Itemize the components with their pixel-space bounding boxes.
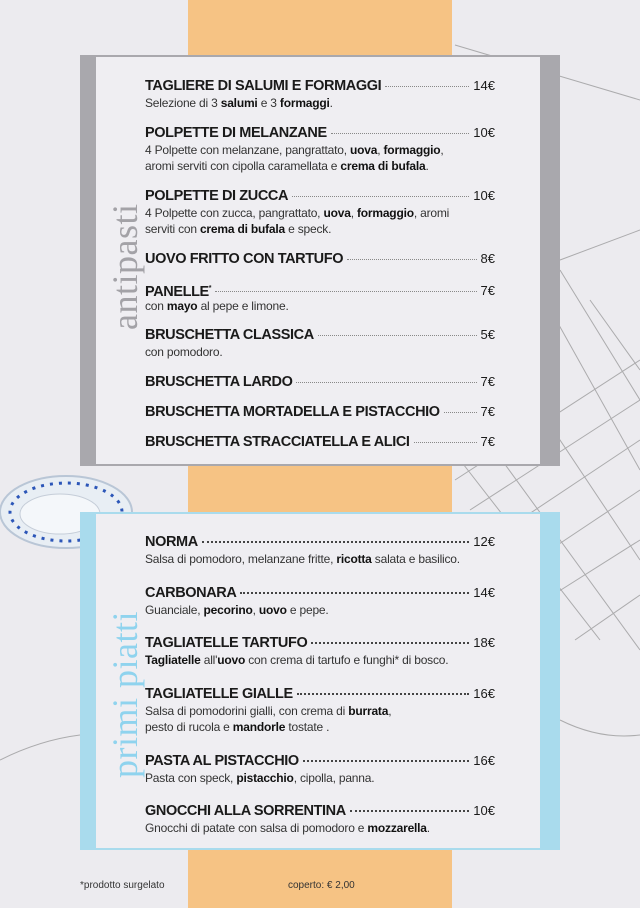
highlighted-ingredient: crema di bufala	[199, 222, 285, 236]
highlighted-ingredient: uovo	[258, 602, 287, 617]
description-text: e pepe.	[286, 602, 329, 617]
item-name	[145, 433, 410, 451]
item-description	[145, 344, 495, 361]
highlighted-ingredient: formaggio	[356, 205, 414, 220]
description-text: pesto di rucola e	[145, 720, 233, 734]
menu-item	[145, 752, 495, 803]
description-text: .	[426, 821, 430, 835]
item-header	[145, 280, 495, 298]
menu-item	[145, 124, 495, 187]
item-description	[145, 551, 495, 568]
description-text: e 3	[257, 96, 280, 110]
dot-leader	[296, 382, 476, 383]
description-text: ,	[252, 602, 259, 617]
item-name-text: NORMA	[145, 534, 198, 550]
item-description	[145, 95, 495, 112]
primi-list	[145, 533, 495, 853]
frozen-mark: *	[208, 284, 212, 292]
item-description	[145, 652, 495, 669]
item-name-text: TAGLIATELLE TARTUFO	[145, 635, 308, 651]
item-name	[145, 77, 381, 95]
highlighted-ingredient: ricotta	[336, 552, 372, 566]
description-text: Gnocchi di patate con salsa di pomodoro e	[145, 821, 368, 835]
item-header	[145, 533, 495, 551]
dot-leader	[311, 642, 469, 644]
dot-leader	[202, 541, 470, 543]
menu-item	[145, 802, 495, 853]
item-name	[145, 584, 236, 602]
frozen-note: *prodotto surgelato	[80, 880, 165, 891]
description-text: tostate .	[285, 720, 330, 734]
item-description	[145, 602, 495, 619]
item-price: 5€	[480, 327, 495, 342]
item-header	[145, 634, 495, 652]
item-name-text: GNOCCHI ALLA SORRENTINA	[145, 803, 346, 819]
description-text: .	[425, 159, 429, 173]
menu-item	[145, 533, 495, 584]
highlighted-ingredient: burrata	[348, 703, 389, 718]
item-price: 18€	[473, 635, 495, 650]
item-name	[145, 685, 293, 703]
item-name-text: BRUSCHETTA STRACCIATELLA E ALICI	[145, 433, 410, 450]
section-title: antipasti	[105, 203, 145, 330]
item-price: 8€	[480, 250, 495, 266]
item-name-text: BRUSCHETTA CLASSICA	[145, 327, 314, 343]
item-price: 7€	[480, 373, 495, 389]
description-text: Guanciale,	[145, 602, 204, 617]
item-name	[145, 187, 288, 205]
description-text: ,	[350, 205, 357, 220]
menu-item	[145, 373, 495, 403]
description-text: Pasta con speck,	[145, 770, 237, 785]
dot-leader	[347, 259, 476, 260]
item-header	[145, 685, 495, 703]
menu-item	[145, 250, 495, 280]
highlighted-ingredient: pecorino	[203, 602, 253, 617]
item-header	[145, 250, 495, 268]
highlighted-ingredient: Tagliatelle	[145, 653, 201, 667]
menu-item	[145, 584, 495, 635]
item-description	[145, 298, 495, 315]
item-header	[145, 433, 495, 451]
description-text: 4 Polpette con melanzane, pangrattato,	[145, 142, 351, 157]
menu-item	[145, 326, 495, 373]
description-text: all'	[200, 653, 218, 667]
item-name	[145, 634, 307, 652]
description-text: aromi serviti con cipolla caramellata e	[145, 159, 341, 173]
dot-leader	[318, 335, 477, 336]
menu-item	[145, 187, 495, 250]
item-header	[145, 403, 495, 421]
description-text: ,	[388, 703, 392, 718]
item-name	[145, 533, 198, 551]
description-text: salata e basilico.	[371, 552, 460, 566]
dot-leader	[444, 412, 477, 413]
item-name	[145, 752, 299, 770]
highlighted-ingredient: mozzarella	[367, 821, 427, 835]
item-header	[145, 124, 495, 142]
item-name-text: PANELLE	[145, 283, 209, 300]
menu-item	[145, 77, 495, 124]
item-description	[145, 205, 495, 222]
item-name	[145, 326, 314, 344]
item-header	[145, 802, 495, 820]
item-name-text: TAGLIERE DI SALUMI E FORMAGGI	[145, 78, 382, 94]
item-header	[145, 77, 495, 95]
description-text: con	[145, 298, 167, 313]
highlighted-ingredient: crema di bufala	[340, 159, 426, 173]
item-description	[145, 820, 495, 837]
description-text: 4 Polpette con zucca, pangrattato,	[145, 205, 324, 220]
item-name-text: POLPETTE DI ZUCCA	[145, 187, 289, 204]
dot-leader	[350, 810, 470, 812]
item-header	[145, 187, 495, 205]
dot-leader	[240, 592, 469, 594]
highlighted-ingredient: mandorle	[232, 720, 286, 734]
dot-leader	[292, 196, 469, 197]
highlighted-ingredient: formaggio	[383, 142, 441, 157]
item-name-text: BRUSCHETTA MORTADELLA E PISTACCHIO	[145, 403, 440, 420]
item-name	[145, 403, 440, 421]
item-header	[145, 584, 495, 602]
item-description	[145, 770, 495, 787]
highlighted-ingredient: mayo	[166, 298, 198, 313]
item-name	[145, 373, 292, 391]
highlighted-ingredient: uova	[323, 205, 351, 220]
item-name-text: CARBONARA	[145, 584, 237, 601]
cover-charge: coperto: € 2,00	[288, 880, 355, 891]
highlighted-ingredient: pistacchio	[236, 770, 294, 785]
description-text: serviti con	[145, 222, 200, 236]
item-name	[145, 250, 343, 268]
item-description	[145, 719, 495, 736]
item-name-text: UOVO FRITTO CON TARTUFO	[145, 250, 344, 267]
item-price: 14€	[473, 584, 495, 600]
item-name	[145, 802, 346, 820]
item-price: 7€	[480, 283, 495, 299]
section-title: primi piatti	[105, 611, 145, 778]
menu-item	[145, 403, 495, 433]
item-header	[145, 752, 495, 770]
item-price: 7€	[480, 403, 495, 419]
item-name-text: TAGLIATELLE GIALLE	[145, 685, 293, 702]
description-text: al pepe e limone.	[197, 298, 289, 313]
description-text: con pomodoro.	[145, 345, 223, 359]
item-description	[145, 703, 495, 720]
dot-leader	[297, 693, 470, 695]
dot-leader	[303, 760, 470, 762]
highlighted-ingredient: uovo	[217, 653, 246, 667]
highlighted-ingredient: salumi	[220, 96, 258, 110]
description-text: Salsa di pomodoro, melanzane fritte,	[145, 552, 337, 566]
item-header	[145, 373, 495, 391]
description-text: .	[329, 96, 333, 110]
dot-leader	[414, 442, 477, 443]
item-price: 16€	[473, 752, 495, 768]
item-description	[145, 142, 495, 159]
item-price: 7€	[480, 433, 495, 449]
primi-section	[80, 512, 560, 850]
highlighted-ingredient: uova	[350, 142, 378, 157]
menu-item	[145, 280, 495, 327]
antipasti-section	[80, 55, 560, 466]
description-text: Salsa di pomodorini gialli, con crema di	[145, 703, 349, 718]
menu-item	[145, 685, 495, 752]
menu-item	[145, 433, 495, 463]
description-text: Selezione di 3	[145, 96, 221, 110]
description-text: ,	[377, 142, 384, 157]
item-name	[145, 124, 327, 142]
highlighted-ingredient: formaggi	[279, 96, 330, 110]
antipasti-list	[145, 77, 495, 463]
menu-item	[145, 634, 495, 685]
item-price: 10€	[473, 187, 495, 203]
item-name-text: POLPETTE DI MELANZANE	[145, 124, 327, 141]
item-header	[145, 326, 495, 344]
item-price: 12€	[473, 534, 495, 549]
dot-leader	[385, 86, 469, 87]
description-text: e speck.	[285, 222, 332, 236]
item-description	[145, 158, 495, 175]
description-text: , aromi	[413, 205, 450, 220]
item-price: 16€	[473, 685, 495, 701]
description-text: , cipolla, panna.	[293, 770, 375, 785]
item-price: 10€	[473, 124, 495, 140]
item-name-text: BRUSCHETTA LARDO	[145, 373, 293, 390]
description-text: ,	[440, 142, 444, 157]
dot-leader	[331, 133, 470, 134]
item-price: 10€	[473, 803, 495, 818]
description-text: con crema di tartufo e funghi* di bosco.	[245, 653, 449, 667]
item-description	[145, 221, 495, 238]
item-name-text: PASTA AL PISTACCHIO	[145, 752, 299, 769]
dot-leader	[215, 291, 476, 292]
item-price: 14€	[473, 78, 495, 93]
